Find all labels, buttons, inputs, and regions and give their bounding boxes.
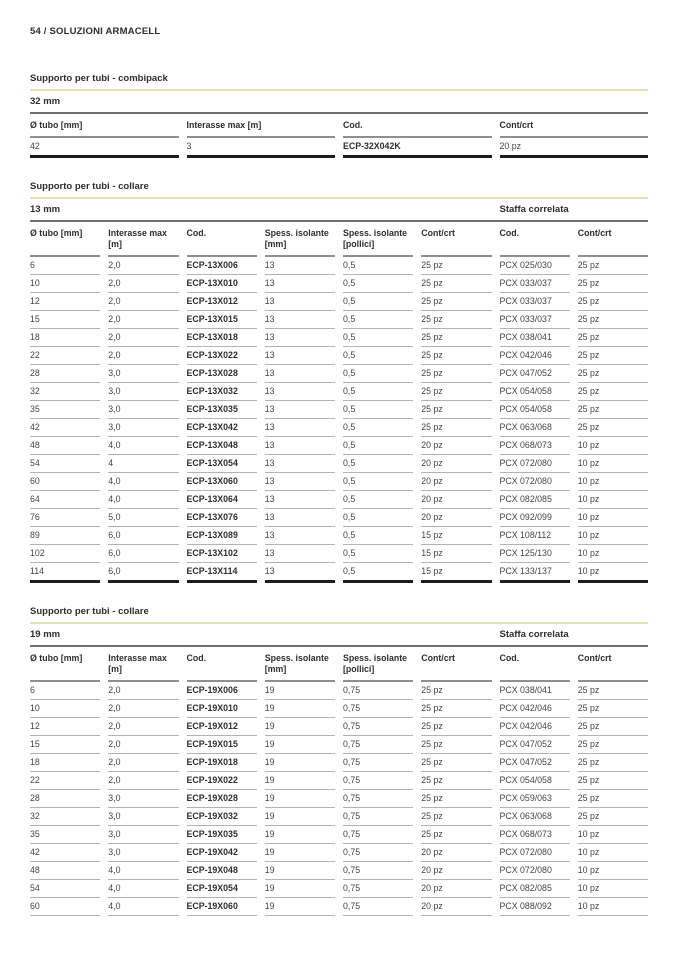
- table-cell: PCX 042/046: [500, 718, 570, 736]
- table-cell: PCX 054/058: [500, 383, 570, 401]
- section-collare-13mm: [30, 181, 648, 583]
- table-cell: PCX 125/130: [500, 545, 570, 563]
- table-cell: 12: [30, 718, 100, 736]
- column-header: Spess. isolante [pollici]: [343, 222, 413, 257]
- table-cell: ECP-13X010: [187, 275, 257, 293]
- table-cell: 25 pz: [421, 311, 491, 329]
- table-cell: 13: [265, 347, 335, 365]
- table-cell: 19: [265, 898, 335, 916]
- table-cell: 0,5: [343, 455, 413, 473]
- table-cell: 25 pz: [578, 419, 648, 437]
- table-cell: PCX 133/137: [500, 563, 570, 583]
- table-cell: ECP-19X054: [187, 880, 257, 898]
- table-cell: 19: [265, 880, 335, 898]
- table-cell: 0,75: [343, 682, 413, 700]
- table-cell: 19: [265, 790, 335, 808]
- staffa-correlata-label: Staffa correlata: [499, 629, 569, 640]
- table-cell: 4,0: [108, 491, 178, 509]
- table-cell: 2,0: [108, 772, 178, 790]
- table-cell: 25 pz: [421, 419, 491, 437]
- table-cell: PCX 068/073: [500, 437, 570, 455]
- table-cell: 15 pz: [421, 527, 491, 545]
- table-cell: PCX 072/080: [500, 844, 570, 862]
- table-cell: 6,0: [108, 527, 178, 545]
- table-cell: PCX 042/046: [500, 347, 570, 365]
- table-cell: ECP-19X048: [187, 862, 257, 880]
- table-cell: 25 pz: [578, 383, 648, 401]
- table-cell: PCX 092/099: [500, 509, 570, 527]
- table-cell: 19: [265, 700, 335, 718]
- table-cell: PCX 082/085: [500, 491, 570, 509]
- table-cell: ECP-19X010: [187, 700, 257, 718]
- table-collare-13mm: [30, 222, 648, 583]
- column-header: Cont/crt: [421, 222, 491, 257]
- table-cell: 89: [30, 527, 100, 545]
- table-cell: ECP-19X006: [187, 682, 257, 700]
- table-cell: 48: [30, 437, 100, 455]
- table-cell: 0,5: [343, 563, 413, 583]
- table-cell: 10 pz: [578, 509, 648, 527]
- table-cell: 25 pz: [421, 754, 491, 772]
- table-collare-19mm: [30, 647, 648, 916]
- table-cell: 25 pz: [421, 365, 491, 383]
- table-cell: 35: [30, 401, 100, 419]
- table-cell: 25 pz: [578, 808, 648, 826]
- table-cell: 13: [265, 473, 335, 491]
- table-cell: ECP-19X015: [187, 736, 257, 754]
- table-cell: 2,0: [108, 311, 178, 329]
- column-header: Ø tubo [mm]: [30, 222, 100, 257]
- table-cell: 4,0: [108, 880, 178, 898]
- table-cell: PCX 108/112: [500, 527, 570, 545]
- table-cell: ECP-19X032: [187, 808, 257, 826]
- table-cell: PCX 068/073: [500, 826, 570, 844]
- table-cell: 20 pz: [421, 880, 491, 898]
- table-cell: 18: [30, 754, 100, 772]
- table-cell: 0,75: [343, 880, 413, 898]
- table-cell: PCX 047/052: [500, 754, 570, 772]
- table-cell: ECP-13X089: [187, 527, 257, 545]
- table-cell: PCX 033/037: [500, 275, 570, 293]
- table-cell: 2,0: [108, 700, 178, 718]
- table-cell: 10 pz: [578, 826, 648, 844]
- table-cell: 13: [265, 293, 335, 311]
- table-cell: ECP-13X022: [187, 347, 257, 365]
- table-cell: 6: [30, 682, 100, 700]
- table-cell: 13: [265, 509, 335, 527]
- table-cell: 0,5: [343, 437, 413, 455]
- table-cell: PCX 054/058: [500, 401, 570, 419]
- table-cell: 13: [265, 383, 335, 401]
- table-cell: 6,0: [108, 545, 178, 563]
- table-cell: ECP-19X035: [187, 826, 257, 844]
- table-cell: 12: [30, 293, 100, 311]
- table-cell: ECP-13X064: [187, 491, 257, 509]
- table-cell: 19: [265, 862, 335, 880]
- table-cell: ECP-13X102: [187, 545, 257, 563]
- table-cell: 76: [30, 509, 100, 527]
- table-cell: ECP-13X076: [187, 509, 257, 527]
- table-cell: PCX 059/063: [500, 790, 570, 808]
- table-cell: 25 pz: [421, 718, 491, 736]
- table-cell: 19: [265, 772, 335, 790]
- table-cell: 18: [30, 329, 100, 347]
- table-cell: 0,75: [343, 718, 413, 736]
- table-cell: ECP-13X032: [187, 383, 257, 401]
- table-cell: 0,75: [343, 736, 413, 754]
- table-cell: 10 pz: [578, 491, 648, 509]
- table-cell: 3,0: [108, 790, 178, 808]
- table-cell: 13: [265, 329, 335, 347]
- table-cell: 25 pz: [578, 329, 648, 347]
- table-cell: 0,5: [343, 509, 413, 527]
- table-cell: 10 pz: [578, 437, 648, 455]
- table-cell: 15: [30, 311, 100, 329]
- table-cell: 25 pz: [421, 682, 491, 700]
- table-cell: 19: [265, 718, 335, 736]
- table-cell: 60: [30, 898, 100, 916]
- table-cell: 0,75: [343, 772, 413, 790]
- table-cell: 114: [30, 563, 100, 583]
- table-cell: ECP-19X042: [187, 844, 257, 862]
- table-cell: 20 pz: [421, 898, 491, 916]
- table-cell: ECP-13X048: [187, 437, 257, 455]
- table-cell: 0,5: [343, 491, 413, 509]
- table-cell: 4: [108, 455, 178, 473]
- table-cell: 4,0: [108, 473, 178, 491]
- table-cell: 28: [30, 790, 100, 808]
- table-cell: 0,75: [343, 808, 413, 826]
- table-cell: 20 pz: [421, 473, 491, 491]
- size-label: 19 mm: [30, 629, 61, 640]
- table-cell: 10 pz: [578, 455, 648, 473]
- section-title: Supporto per tubi - combipack: [30, 73, 648, 91]
- table-cell: 3,0: [108, 419, 178, 437]
- table-cell: 0,5: [343, 347, 413, 365]
- table-cell: 25 pz: [421, 347, 491, 365]
- table-cell: 0,5: [343, 275, 413, 293]
- table-cell: ECP-13X035: [187, 401, 257, 419]
- table-cell: PCX 033/037: [500, 311, 570, 329]
- table-cell: PCX 047/052: [500, 365, 570, 383]
- table-cell: 10 pz: [578, 563, 648, 583]
- table-cell: 13: [265, 419, 335, 437]
- table-cell: 25 pz: [578, 718, 648, 736]
- size-row: [30, 624, 648, 647]
- table-cell: 13: [265, 545, 335, 563]
- table-cell: 20 pz: [421, 491, 491, 509]
- table-cell: 20 pz: [421, 509, 491, 527]
- table-cell: 25 pz: [421, 293, 491, 311]
- table-cell: 0,75: [343, 826, 413, 844]
- table-cell: 4,0: [108, 862, 178, 880]
- table-cell: 19: [265, 844, 335, 862]
- table-cell: 25 pz: [578, 772, 648, 790]
- size-row: [30, 91, 648, 114]
- table-cell: 10 pz: [578, 862, 648, 880]
- staffa-correlata-label: Staffa correlata: [499, 204, 569, 215]
- table-cell: PCX 033/037: [500, 293, 570, 311]
- table-cell: 19: [265, 682, 335, 700]
- table-cell: 0,5: [343, 545, 413, 563]
- table-cell: 20 pz: [421, 862, 491, 880]
- table-cell: 25 pz: [421, 736, 491, 754]
- table-cell: ECP-13X054: [187, 455, 257, 473]
- table-cell: PCX 072/080: [500, 862, 570, 880]
- table-cell: 13: [265, 455, 335, 473]
- table-cell: 15: [30, 736, 100, 754]
- table-cell: 5,0: [108, 509, 178, 527]
- column-header: Spess. isolante [mm]: [265, 222, 335, 257]
- table-cell: 22: [30, 347, 100, 365]
- table-cell: 32: [30, 383, 100, 401]
- table-cell: 35: [30, 826, 100, 844]
- column-header: Cod.: [187, 222, 257, 257]
- table-cell: PCX 042/046: [500, 700, 570, 718]
- table-cell: 0,75: [343, 844, 413, 862]
- table-cell: ECP-19X028: [187, 790, 257, 808]
- table-cell: 22: [30, 772, 100, 790]
- table-cell: 54: [30, 880, 100, 898]
- table-cell: ECP-13X114: [187, 563, 257, 583]
- table-cell: PCX 054/058: [500, 772, 570, 790]
- table-cell: 64: [30, 491, 100, 509]
- table-cell: 0,5: [343, 329, 413, 347]
- table-cell: PCX 063/068: [500, 419, 570, 437]
- column-header: Cont/crt: [578, 647, 648, 682]
- table-cell: 2,0: [108, 347, 178, 365]
- column-header: Interasse max [m]: [187, 114, 336, 138]
- table-cell: 42: [30, 419, 100, 437]
- table-cell: PCX 088/092: [500, 898, 570, 916]
- table-cell: 25 pz: [578, 365, 648, 383]
- column-header: Spess. isolante [mm]: [265, 647, 335, 682]
- table-cell: 2,0: [108, 293, 178, 311]
- table-cell: 25 pz: [578, 754, 648, 772]
- table-cell: ECP-19X022: [187, 772, 257, 790]
- table-cell: 0,5: [343, 473, 413, 491]
- column-header: Spess. isolante [pollici]: [343, 647, 413, 682]
- table-cell: 42: [30, 844, 100, 862]
- table-cell: 25 pz: [578, 311, 648, 329]
- table-cell: 3: [187, 138, 336, 158]
- table-cell: 2,0: [108, 682, 178, 700]
- table-cell: 25 pz: [421, 772, 491, 790]
- table-cell: 32: [30, 808, 100, 826]
- table-cell: 19: [265, 808, 335, 826]
- table-cell: 13: [265, 437, 335, 455]
- table-cell: PCX 025/030: [500, 257, 570, 275]
- table-cell: 0,75: [343, 898, 413, 916]
- section-combipack: [30, 73, 648, 158]
- table-cell: 0,5: [343, 311, 413, 329]
- table-cell: 0,5: [343, 527, 413, 545]
- size-row: [30, 199, 648, 222]
- table-cell: 0,5: [343, 419, 413, 437]
- column-header: Cont/crt: [421, 647, 491, 682]
- table-cell: 2,0: [108, 329, 178, 347]
- table-cell: 0,75: [343, 754, 413, 772]
- table-cell: 3,0: [108, 365, 178, 383]
- table-cell: 19: [265, 826, 335, 844]
- table-cell: 25 pz: [421, 790, 491, 808]
- table-cell: 20 pz: [500, 138, 649, 158]
- table-cell: 25 pz: [578, 700, 648, 718]
- section-collare-19mm: [30, 606, 648, 916]
- table-cell: PCX 072/080: [500, 455, 570, 473]
- table-cell: 0,5: [343, 365, 413, 383]
- table-cell: 48: [30, 862, 100, 880]
- table-cell: 25 pz: [421, 329, 491, 347]
- table-cell: 2,0: [108, 257, 178, 275]
- table-cell: 10 pz: [578, 527, 648, 545]
- table-cell: 2,0: [108, 736, 178, 754]
- column-header: Ø tubo [mm]: [30, 647, 100, 682]
- table-cell: 20 pz: [421, 844, 491, 862]
- table-cell: ECP-13X018: [187, 329, 257, 347]
- column-header: Ø tubo [mm]: [30, 114, 179, 138]
- table-cell: 25 pz: [421, 401, 491, 419]
- table-cell: 42: [30, 138, 179, 158]
- column-header: Interasse max [m]: [108, 647, 178, 682]
- table-cell: PCX 038/041: [500, 329, 570, 347]
- table-cell: 20 pz: [421, 437, 491, 455]
- table-cell: 0,75: [343, 790, 413, 808]
- table-cell: 25 pz: [421, 383, 491, 401]
- table-cell: 0,5: [343, 293, 413, 311]
- size-label: 13 mm: [30, 204, 61, 215]
- table-cell: 3,0: [108, 808, 178, 826]
- table-cell: PCX 047/052: [500, 736, 570, 754]
- column-header: Cod.: [187, 647, 257, 682]
- table-cell: 10 pz: [578, 880, 648, 898]
- table-cell: ECP-13X028: [187, 365, 257, 383]
- table-cell: 6,0: [108, 563, 178, 583]
- column-header: Cod.: [343, 114, 492, 138]
- table-cell: 4,0: [108, 898, 178, 916]
- table-cell: PCX 072/080: [500, 473, 570, 491]
- table-cell: 13: [265, 491, 335, 509]
- table-cell: 13: [265, 527, 335, 545]
- table-cell: 3,0: [108, 383, 178, 401]
- table-cell: PCX 038/041: [500, 682, 570, 700]
- table-cell: 10 pz: [578, 898, 648, 916]
- table-cell: 25 pz: [421, 257, 491, 275]
- table-cell: 10 pz: [578, 844, 648, 862]
- table-cell: 0,75: [343, 700, 413, 718]
- table-cell: ECP-13X060: [187, 473, 257, 491]
- table-cell: 2,0: [108, 275, 178, 293]
- table-cell: 13: [265, 275, 335, 293]
- table-cell: 10 pz: [578, 473, 648, 491]
- table-cell: PCX 063/068: [500, 808, 570, 826]
- table-cell: ECP-19X060: [187, 898, 257, 916]
- table-cell: 25 pz: [578, 293, 648, 311]
- table-cell: 25 pz: [578, 257, 648, 275]
- table-cell: ECP-13X012: [187, 293, 257, 311]
- column-header: Cod.: [500, 647, 570, 682]
- table-cell: ECP-13X042: [187, 419, 257, 437]
- section-title: Supporto per tubi - collare: [30, 606, 648, 624]
- table-cell: 15 pz: [421, 563, 491, 583]
- table-cell: 10: [30, 700, 100, 718]
- table-cell: 6: [30, 257, 100, 275]
- column-header: Interasse max [m]: [108, 222, 178, 257]
- table-cell: ECP-19X018: [187, 754, 257, 772]
- table-cell: 60: [30, 473, 100, 491]
- table-cell: 28: [30, 365, 100, 383]
- table-cell: 0,5: [343, 257, 413, 275]
- column-header: Cod.: [500, 222, 570, 257]
- table-cell: 25 pz: [421, 275, 491, 293]
- table-cell: 10 pz: [578, 545, 648, 563]
- size-label: 32 mm: [30, 96, 61, 107]
- table-cell: ECP-13X006: [187, 257, 257, 275]
- table-cell: 25 pz: [578, 401, 648, 419]
- table-cell: 25 pz: [421, 700, 491, 718]
- page-header: 54 / SOLUZIONI ARMACELL: [30, 26, 161, 37]
- table-cell: 15 pz: [421, 545, 491, 563]
- table-cell: 2,0: [108, 718, 178, 736]
- table-cell: 25 pz: [578, 736, 648, 754]
- table-cell: 13: [265, 365, 335, 383]
- table-cell: 0,75: [343, 862, 413, 880]
- table-cell: 10: [30, 275, 100, 293]
- table-cell: 13: [265, 311, 335, 329]
- table-cell: 102: [30, 545, 100, 563]
- table-cell: 19: [265, 754, 335, 772]
- table-cell: 13: [265, 401, 335, 419]
- table-cell: 3,0: [108, 401, 178, 419]
- column-header: Cont/crt: [500, 114, 649, 138]
- table-cell: 0,5: [343, 383, 413, 401]
- table-cell: 25 pz: [421, 826, 491, 844]
- table-cell: ECP-13X015: [187, 311, 257, 329]
- table-cell: 3,0: [108, 844, 178, 862]
- table-combipack: [30, 114, 648, 158]
- table-cell: 2,0: [108, 754, 178, 772]
- table-cell: 4,0: [108, 437, 178, 455]
- section-title: Supporto per tubi - collare: [30, 181, 648, 199]
- table-cell: 3,0: [108, 826, 178, 844]
- table-cell: 0,5: [343, 401, 413, 419]
- table-cell: 13: [265, 563, 335, 583]
- table-cell: ECP-19X012: [187, 718, 257, 736]
- column-header: Cont/crt: [578, 222, 648, 257]
- table-cell: 25 pz: [578, 682, 648, 700]
- table-cell: PCX 082/085: [500, 880, 570, 898]
- table-cell: 54: [30, 455, 100, 473]
- table-cell: 25 pz: [578, 275, 648, 293]
- table-cell: 25 pz: [578, 790, 648, 808]
- table-cell: ECP-32X042K: [343, 138, 492, 158]
- table-cell: 19: [265, 736, 335, 754]
- table-cell: 13: [265, 257, 335, 275]
- table-cell: 20 pz: [421, 455, 491, 473]
- table-cell: 25 pz: [578, 347, 648, 365]
- table-cell: 25 pz: [421, 808, 491, 826]
